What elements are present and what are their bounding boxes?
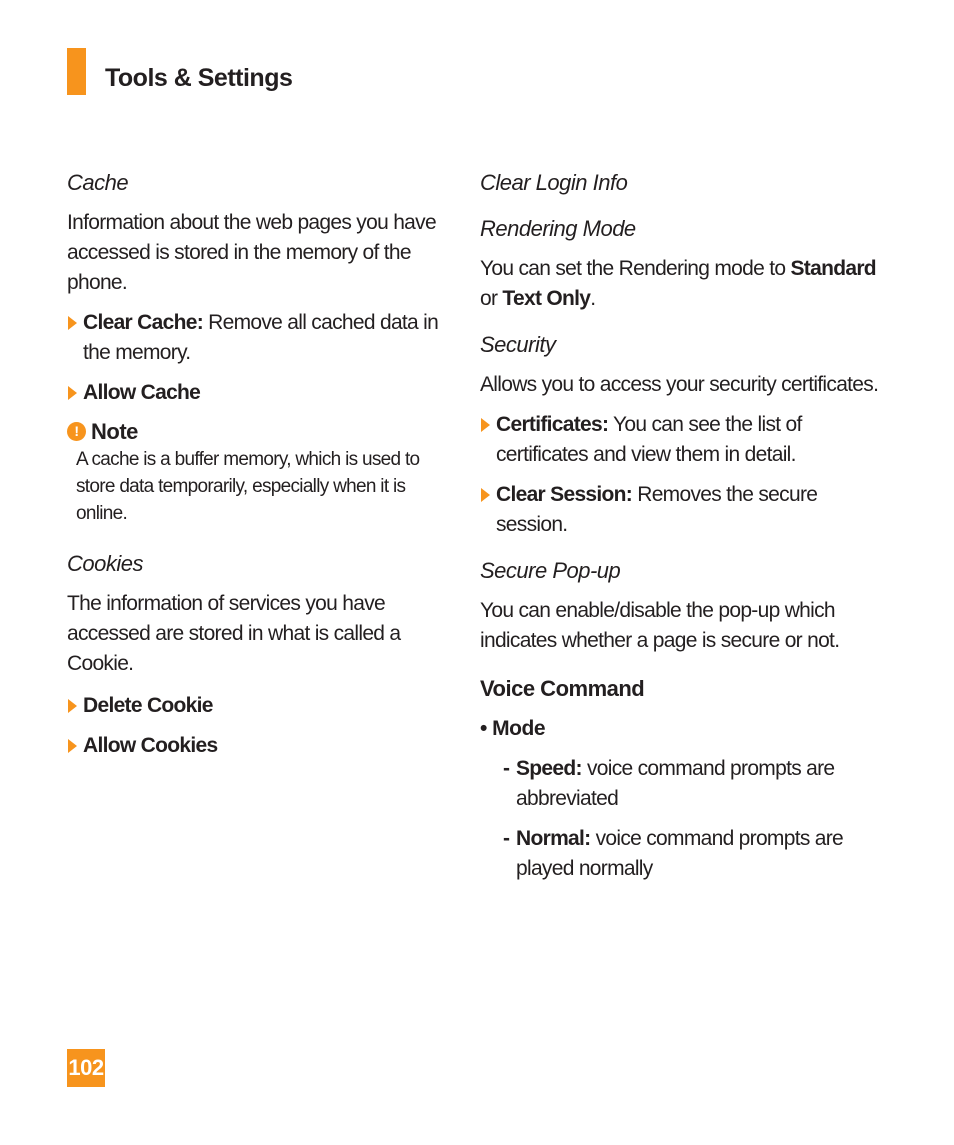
bullet-clear-cache — [67, 308, 457, 368]
triangle-bullet-icon — [68, 386, 77, 400]
clear-session-text: Removes the secure session. — [496, 483, 818, 536]
cookies-description: The information of services you have accessed are stored in what is called a Cookie. — [67, 592, 401, 675]
clear-login-heading: Clear Login Info — [480, 170, 628, 195]
note-title-text: Note — [91, 419, 138, 444]
page-number: 102 — [67, 1049, 105, 1087]
triangle-bullet-icon — [481, 488, 490, 502]
bullet-allow-cache — [67, 378, 457, 408]
clear-cache-text: Remove all cached data in the memory. — [83, 311, 439, 364]
dash-marker: - — [503, 827, 510, 850]
left-column — [67, 168, 457, 771]
clear-session-label: Clear Session: — [496, 483, 633, 506]
triangle-bullet-icon — [68, 739, 77, 753]
cache-description: Information about the web pages you have accessed is stored in the memory of the phone. — [67, 211, 436, 294]
rendering-text-before: You can set the Rendering mode to — [480, 257, 791, 280]
bullet-certificates — [480, 410, 880, 470]
allow-cookies-label: Allow Cookies — [83, 734, 218, 757]
header-accent-bar — [67, 48, 86, 95]
bullet-delete-cookie — [67, 691, 457, 721]
normal-label: Normal: — [516, 827, 591, 850]
mode-label: • Mode — [480, 717, 546, 740]
speed-text: voice command prompts are abbreviated — [516, 757, 835, 810]
secure-popup-description: You can enable/disable the pop-up which indicates whether a page is secure or not. — [480, 599, 840, 652]
triangle-bullet-icon — [68, 699, 77, 713]
rendering-text-after: . — [590, 287, 596, 310]
voice-command-heading: Voice Command — [480, 676, 645, 701]
secure-popup-heading: Secure Pop-up — [480, 558, 621, 583]
cookies-heading: Cookies — [67, 551, 143, 576]
rendering-option-text-only: Text Only — [502, 287, 591, 310]
right-column — [480, 168, 880, 894]
normal-item — [480, 824, 880, 884]
speed-label: Speed: — [516, 757, 582, 780]
speed-item — [480, 754, 880, 814]
cache-heading: Cache — [67, 170, 129, 195]
note-title — [67, 418, 457, 446]
bullet-allow-cookies — [67, 731, 457, 761]
rendering-option-standard: Standard — [790, 257, 876, 280]
bullet-clear-session — [480, 480, 880, 540]
note-text: A cache is a buffer memory, which is used to store data temporarily, especially when it is online. — [76, 449, 420, 524]
triangle-bullet-icon — [481, 418, 490, 432]
dash-marker: - — [503, 757, 510, 780]
clear-cache-label: Clear Cache: — [83, 311, 203, 334]
triangle-bullet-icon — [68, 316, 77, 330]
certificates-text: You can see the list of certificates and view them in detail. — [496, 413, 802, 466]
normal-text: voice command prompts are played normally — [516, 827, 844, 880]
page-title: Tools & Settings — [105, 64, 293, 92]
exclamation-icon: ! — [67, 422, 86, 441]
rendering-heading: Rendering Mode — [480, 216, 636, 241]
certificates-label: Certificates: — [496, 413, 609, 436]
security-heading: Security — [480, 332, 556, 357]
allow-cache-label: Allow Cache — [83, 381, 201, 404]
security-description: Allows you to access your security certificates. — [480, 373, 879, 396]
rendering-text-middle: or — [480, 287, 503, 310]
delete-cookie-label: Delete Cookie — [83, 694, 213, 717]
rendering-description — [480, 254, 880, 314]
